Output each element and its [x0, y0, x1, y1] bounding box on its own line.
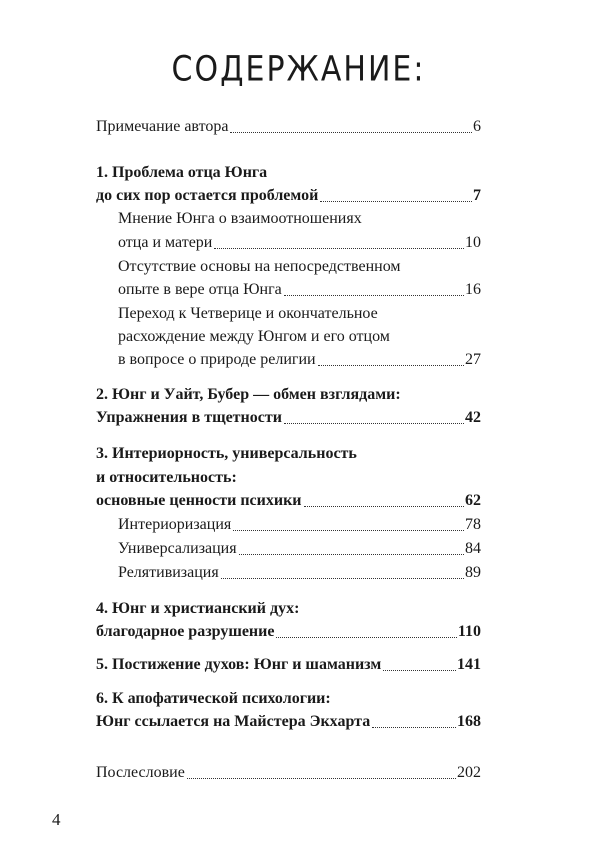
dot-leader: [320, 200, 472, 202]
toc-chapter-3[interactable]: [96, 491, 481, 511]
dot-leader: [383, 669, 456, 671]
dot-leader: [230, 131, 472, 133]
toc-entry-page: 42: [465, 409, 481, 426]
page-number: 4: [52, 810, 61, 829]
toc-entry-text: Универсализация: [118, 540, 237, 557]
toc-entry-page: 62: [465, 492, 481, 509]
toc-entry-text: Послесловие: [96, 764, 185, 781]
toc-entry-text: благодарное разрушение: [96, 623, 275, 640]
toc-entry-text: расхождение между Юнгом и его отцом: [118, 328, 390, 345]
toc-entry-text: 4. Юнг и христианский дух:: [96, 600, 300, 617]
toc-entry-page: 6: [473, 118, 481, 135]
toc-entry-text: Упражнения в тщетности: [96, 409, 282, 426]
toc-chapter-2[interactable]: [96, 408, 481, 428]
dot-leader: [233, 529, 464, 531]
toc-section-3-3[interactable]: [118, 563, 481, 583]
toc-section-1-3[interactable]: [118, 350, 481, 370]
dot-leader: [372, 726, 456, 728]
toc-entry-page: 78: [465, 516, 481, 533]
toc-section-1-3-title[interactable]: [118, 327, 481, 347]
dot-leader: [284, 294, 464, 296]
toc-chapter-1-title[interactable]: [96, 163, 481, 183]
dot-leader: [276, 636, 456, 638]
toc-entry-page: 202: [457, 764, 481, 781]
toc-entry-page: 89: [465, 564, 481, 581]
toc-section-1-2-title[interactable]: [118, 257, 481, 277]
toc-entry-text: и относительность:: [96, 469, 237, 486]
toc-section-1-1[interactable]: [118, 233, 481, 253]
toc-entry-text: 3. Интериорность, универсальность: [96, 445, 357, 462]
toc-section-1-2[interactable]: [118, 280, 481, 300]
toc-chapter-6-title[interactable]: [96, 689, 481, 709]
toc-chapter-2-title[interactable]: [96, 385, 481, 405]
toc-entry-text: Релятивизация: [118, 564, 219, 581]
toc-section-1-1-title[interactable]: [118, 209, 481, 229]
toc-entry-text: 2. Юнг и Уайт, Бубер — обмен взглядами:: [96, 386, 401, 403]
dot-leader: [187, 777, 456, 779]
toc-chapter-6[interactable]: [96, 712, 481, 732]
toc-entry-page: 168: [457, 713, 481, 730]
dot-leader: [221, 577, 464, 579]
dot-leader: [214, 247, 464, 249]
toc-chapter-1[interactable]: [96, 186, 481, 206]
toc-entry-text: отца и матери: [118, 234, 213, 251]
toc-entry-text: 1. Проблема отца Юнга: [96, 164, 268, 181]
toc-entry-text: опыте в вере отца Юнга: [118, 281, 282, 298]
toc-entry-text: 5. Постижение духов: Юнг и шаманизм: [96, 656, 382, 673]
toc-entry-afterword[interactable]: [96, 763, 481, 783]
toc-chapter-3-title[interactable]: [96, 444, 481, 464]
toc-chapter-5[interactable]: [96, 655, 481, 675]
toc-entry-author-note[interactable]: [96, 117, 481, 137]
toc-entry-page: 84: [465, 540, 481, 557]
dot-leader: [284, 422, 464, 424]
toc-chapter-4-title[interactable]: [96, 599, 481, 619]
toc-section-1-3-title[interactable]: [118, 304, 481, 324]
toc-section-3-2[interactable]: [118, 539, 481, 559]
toc-entry-page: 141: [457, 656, 481, 673]
toc-entry-text: до сих пор остается проблемой: [96, 187, 319, 204]
toc-chapter-3-title[interactable]: [96, 468, 481, 488]
page-title: СОДЕРЖАНИЕ:: [171, 49, 426, 90]
toc-entry-text: Отсутствие основы на непосредственном: [118, 258, 401, 275]
dot-leader: [318, 364, 464, 366]
toc-entry-text: в вопросе о природе религии: [118, 351, 316, 368]
toc-entry-page: 10: [465, 234, 481, 251]
toc-entry-page: 16: [465, 281, 481, 298]
toc-entry-text: Интериоризация: [118, 516, 232, 533]
toc-entry-page: 27: [465, 351, 481, 368]
toc-entry-text: основные ценности психики: [96, 492, 302, 509]
toc-entry-text: Переход к Четверице и окончательное: [118, 305, 378, 322]
toc-entry-page: 110: [457, 623, 481, 640]
toc-entry-text: Примечание автора: [96, 118, 229, 135]
toc-section-3-1[interactable]: [118, 515, 481, 535]
toc-entry-text: 6. К апофатической психологии:: [96, 690, 331, 707]
dot-leader: [304, 505, 464, 507]
toc-chapter-4[interactable]: [96, 622, 481, 642]
toc-entry-page: 7: [473, 187, 481, 204]
dot-leader: [239, 553, 464, 555]
toc-entry-text: Мнение Юнга о взаимоотношениях: [118, 210, 362, 227]
toc-entry-text: Юнг ссылается на Майстера Экхарта: [96, 713, 371, 730]
